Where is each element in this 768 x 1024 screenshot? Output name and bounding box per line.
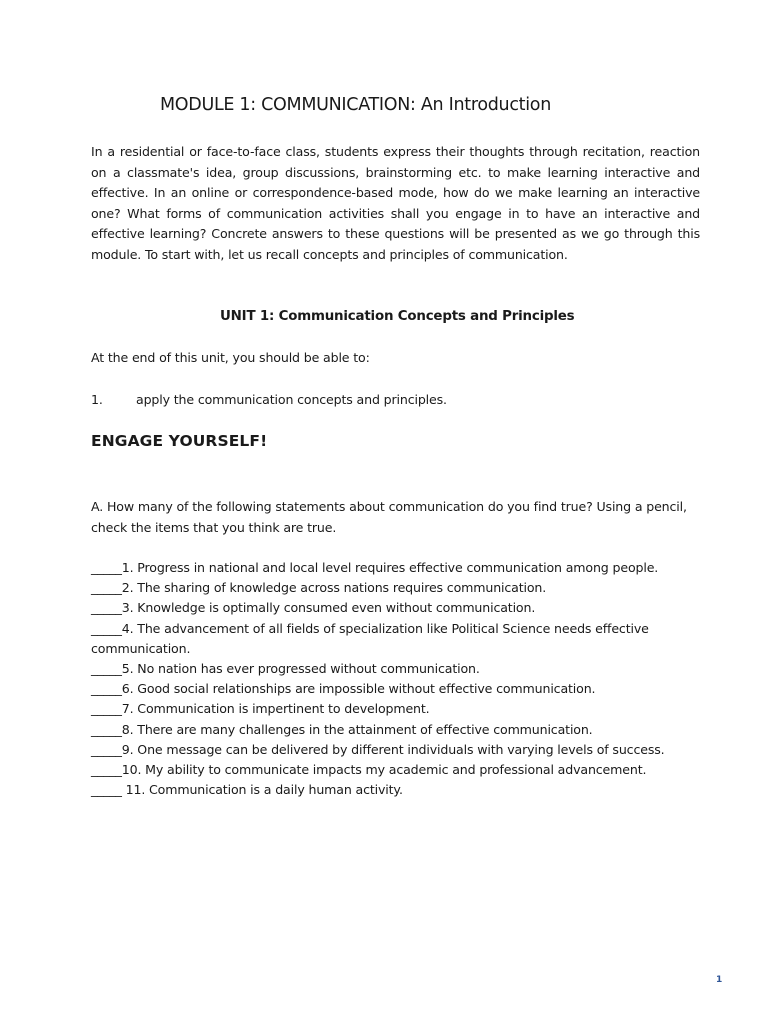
intro-paragraph: In a residential or face-to-face class, students express their thoughts through recitation, reaction on a classmate's idea, group discussions, brainstorming etc. to make learning interactive and effective. In an online or correspondence-based mode, how do we make learning an interactive one? What forms of communication activities shall you engage in to have an interactive and effective learning? Concrete answers to these questions will be presented as we go through this module. To start with, let us recall concepts and principles of communication. bbox=[91, 144, 700, 262]
statement-item: _____4. The advancement of all fields of specialization like Political Science needs effective communication. bbox=[91, 620, 649, 656]
engage-heading: ENGAGE YOURSELF! bbox=[91, 432, 268, 450]
page-number: 1 bbox=[716, 975, 723, 985]
statement-item: _____7. Communication is impertinent to development. bbox=[91, 701, 430, 717]
statement-item: _____3. Knowledge is optimally consumed even without communication. bbox=[91, 600, 536, 616]
objective-item bbox=[91, 392, 447, 407]
statement-item: _____10. My ability to communicate impacts my academic and professional advancement. bbox=[91, 762, 647, 778]
statement-item: _____2. The sharing of knowledge across nations requires communication. bbox=[91, 580, 547, 596]
unit-title: UNIT 1: Communication Concepts and Principles bbox=[220, 309, 575, 324]
objective-number: 1. bbox=[91, 392, 103, 407]
statement-item: _____9. One message can be delivered by different individuals with varying levels of success. bbox=[91, 741, 665, 757]
statement-item: _____8. There are many challenges in the attainment of effective communication. bbox=[91, 721, 593, 737]
statement-item: _____5. No nation has ever progressed without communication. bbox=[91, 661, 480, 677]
objectives-intro: At the end of this unit, you should be able to: bbox=[91, 350, 370, 365]
statement-item: _____ 11. Communication is a daily human activity. bbox=[91, 782, 403, 798]
objective-text: apply the communication concepts and principles. bbox=[136, 392, 447, 407]
statement-item: _____1. Progress in national and local level requires effective communication among people. bbox=[91, 560, 659, 575]
module-title: MODULE 1: COMMUNICATION: An Introduction bbox=[160, 95, 551, 115]
statement-list bbox=[91, 558, 700, 800]
statement-item: _____6. Good social relationships are impossible without effective communication. bbox=[91, 681, 596, 697]
activity-instruction: A. How many of the following statements about communication do you find true? Using a pencil, check the items that you think are true. bbox=[91, 499, 687, 535]
